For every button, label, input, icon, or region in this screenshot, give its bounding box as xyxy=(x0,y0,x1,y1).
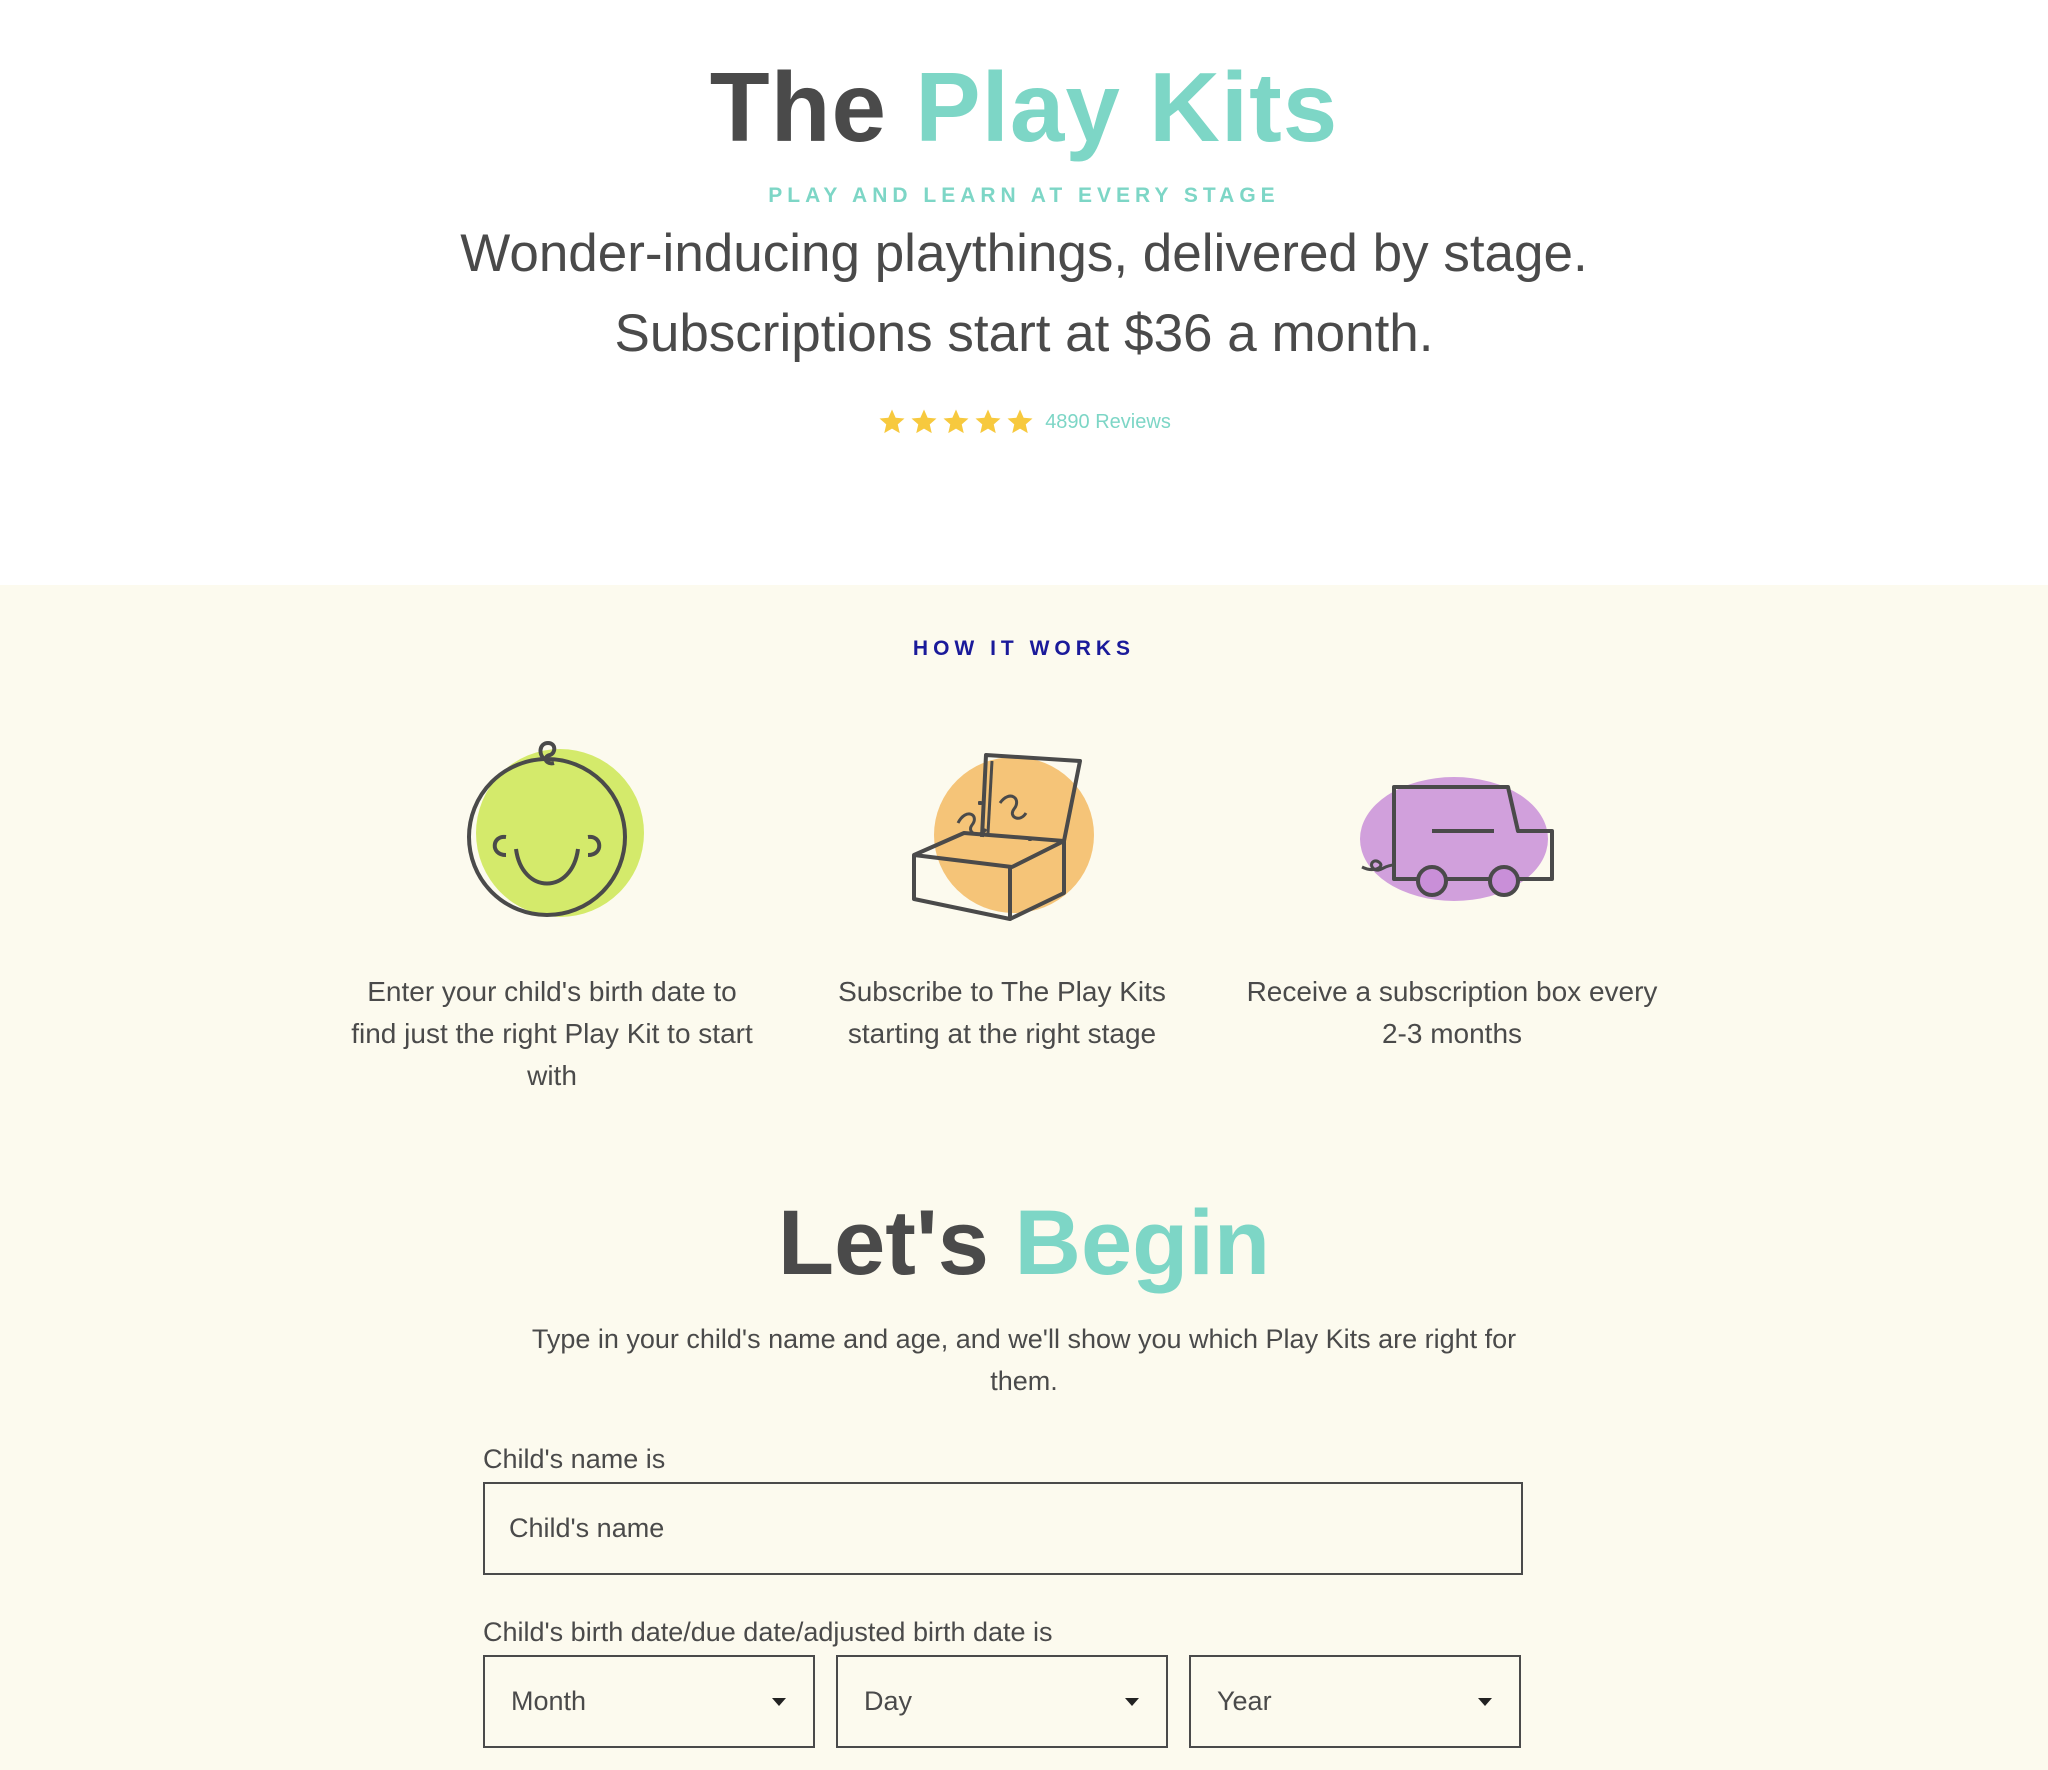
hero-title xyxy=(0,52,2048,162)
step-subscribe xyxy=(792,715,1212,1055)
child-name-input[interactable] xyxy=(483,1482,1523,1575)
hero-section xyxy=(0,0,2048,585)
begin-title xyxy=(0,1188,2048,1298)
chevron-down-icon xyxy=(771,1697,787,1707)
delivery-truck-icon xyxy=(1332,715,1572,955)
step-birth-date xyxy=(342,715,762,1097)
star-icon xyxy=(941,407,971,437)
hero-title-accent: Play Kits xyxy=(915,52,1339,162)
treasure-box-icon xyxy=(882,715,1122,955)
day-select[interactable] xyxy=(836,1655,1168,1748)
year-select-value: Year xyxy=(1217,1686,1272,1716)
star-icon xyxy=(877,407,907,437)
step-receive-text: Receive a subscription box every 2-3 months xyxy=(1246,976,1658,1049)
month-select[interactable] xyxy=(483,1655,815,1748)
how-it-works-heading: HOW IT WORKS xyxy=(912,637,1136,660)
hero-title-dark: The xyxy=(709,52,888,162)
hero-eyebrow: PLAY AND LEARN AT EVERY STAGE xyxy=(768,184,1280,207)
hero-tagline: Wonder-inducing playthings, delivered by stage. xyxy=(460,224,1588,283)
star-rating xyxy=(877,407,1035,437)
child-name-label: Child's name is xyxy=(483,1444,666,1474)
year-select[interactable] xyxy=(1189,1655,1521,1748)
month-select-value: Month xyxy=(511,1686,587,1716)
reviews-link[interactable]: 4890 Reviews xyxy=(1045,410,1171,433)
step-subscribe-text: Subscribe to The Play Kits starting at the right stage xyxy=(838,976,1166,1049)
step-receive xyxy=(1242,715,1662,1055)
star-icon xyxy=(909,407,939,437)
how-it-works-section xyxy=(0,585,2048,1770)
chevron-down-icon xyxy=(1124,1697,1140,1707)
birth-date-label: Child's birth date/due date/adjusted birth date is xyxy=(483,1617,1053,1647)
star-icon xyxy=(1005,407,1035,437)
day-select-value: Day xyxy=(864,1686,913,1716)
star-icon xyxy=(973,407,1003,437)
rating[interactable] xyxy=(0,407,2048,437)
begin-description: Type in your child's name and age, and we'll show you which Play Kits are right for them. xyxy=(531,1324,1517,1396)
baby-face-icon xyxy=(432,715,672,955)
hero-price-line: Subscriptions start at $36 a month. xyxy=(614,304,1434,363)
begin-title-dark: Let's xyxy=(777,1192,989,1294)
chevron-down-icon xyxy=(1477,1697,1493,1707)
step-birth-date-text: Enter your child's birth date to find just the right Play Kit to start with xyxy=(351,976,753,1091)
begin-title-accent: Begin xyxy=(1014,1192,1271,1294)
